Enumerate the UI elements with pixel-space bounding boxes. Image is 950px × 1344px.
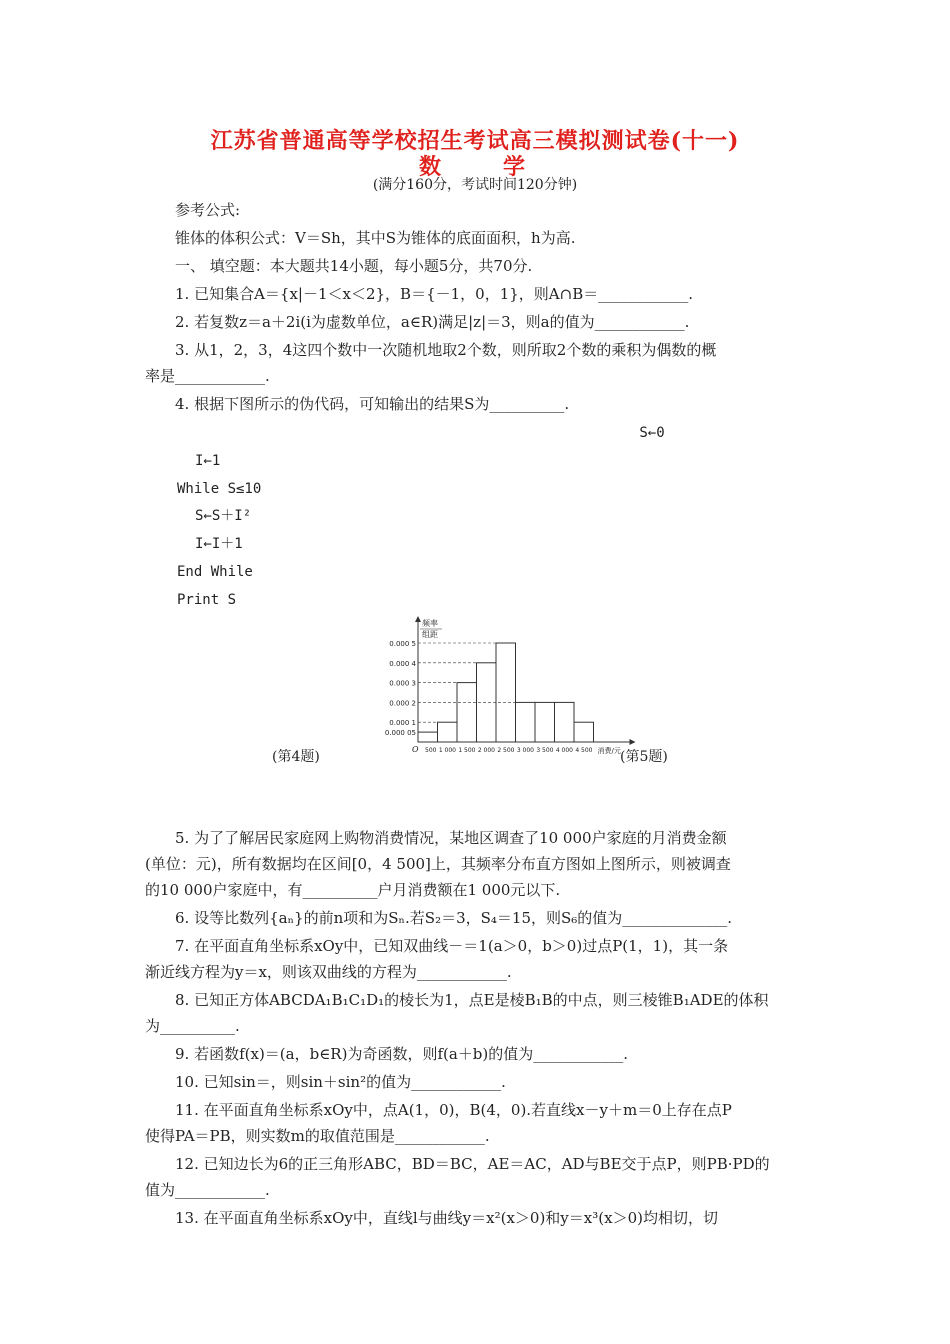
question-5: 5. 为了了解居民家庭网上购物消费情况，某地区调查了10 000户家庭的月消费金额 bbox=[175, 829, 727, 847]
code-line-7: Print S bbox=[177, 592, 237, 608]
x-tick-label: 4 000 bbox=[555, 747, 573, 754]
x-tick-label: 1 500 bbox=[458, 747, 476, 754]
code-line-5: I←I＋1 bbox=[195, 536, 243, 552]
question-4: 4. 根据下图所示的伪代码，可知输出的结果S为__________. bbox=[175, 395, 570, 413]
x-tick-label: 4 500 bbox=[575, 747, 593, 754]
code-line-4: S←S＋I² bbox=[195, 508, 252, 524]
question-1: 1. 已知集合A＝{x|－1＜x＜2}，B＝{－1，0，1}，则A∩B＝____________. bbox=[175, 285, 693, 303]
histogram-bar bbox=[535, 702, 555, 742]
x-axis-label: 消费/元 bbox=[597, 747, 621, 755]
histogram-bar bbox=[457, 683, 477, 742]
question-7-cont: 渐近线方程为y＝x，则该双曲线的方程为____________. bbox=[145, 963, 512, 981]
y-tick-label: 0.000 2 bbox=[389, 699, 416, 708]
code-line-2: I←1 bbox=[195, 453, 221, 469]
question-8-cont: 为__________. bbox=[145, 1017, 240, 1035]
histogram-bar bbox=[418, 732, 438, 742]
question-2: 2. 若复数z＝a＋2i(i为虚数单位，a∈R)满足|z|＝3，则a的值为____________. bbox=[175, 313, 690, 331]
frequency-histogram bbox=[360, 612, 640, 762]
question-11-cont: 使得PA＝PB，则实数m的取值范围是____________. bbox=[145, 1127, 490, 1145]
x-tick-label: 500 bbox=[425, 747, 437, 754]
histogram-bar bbox=[516, 702, 536, 742]
question-12-cont: 值为____________. bbox=[145, 1181, 270, 1199]
x-tick-label: 3 000 bbox=[516, 747, 534, 754]
x-tick-label: 2 500 bbox=[497, 747, 515, 754]
code-line-6: End While bbox=[177, 564, 253, 580]
origin-label: O bbox=[412, 745, 419, 754]
figure-4-label: (第4题) bbox=[272, 749, 320, 765]
question-5-cont1: (单位：元)，所有数据均在区间[0，4 500]上，其频率分布直方图如上图所示，则被调查 bbox=[145, 855, 731, 873]
y-tick-label: 0.000 4 bbox=[389, 659, 416, 668]
question-7: 7. 在平面直角坐标系xOy中，已知双曲线－＝1(a＞0，b＞0)过点P(1，1)，其一条 bbox=[175, 937, 729, 955]
y-tick-label: 0.000 05 bbox=[384, 729, 416, 738]
x-axis-arrow bbox=[630, 739, 636, 745]
exam-subtitle: (满分160分，考试时间120分钟) bbox=[372, 177, 578, 193]
question-13: 13. 在平面直角坐标系xOy中，直线l与曲线y＝x²(x＞0)和y＝x³(x＞0)均相切，切 bbox=[175, 1209, 718, 1227]
question-11: 11. 在平面直角坐标系xOy中，点A(1，0)，B(4，0).若直线x－y＋m＝0上存在点P bbox=[175, 1101, 732, 1119]
y-label-bottom: 组距 bbox=[422, 630, 438, 639]
y-tick-label: 0.000 3 bbox=[389, 679, 416, 688]
question-3-cont: 率是____________. bbox=[145, 367, 270, 385]
subject-title: 数 学 bbox=[418, 154, 531, 180]
x-tick-label: 1 000 bbox=[438, 747, 456, 754]
question-9: 9. 若函数f(x)＝(a，b∈R)为奇函数，则f(a＋b)的值为____________. bbox=[175, 1045, 629, 1063]
question-3: 3. 从1，2，3，4这四个数中一次随机地取2个数，则所取2个数的乘积为偶数的概 bbox=[175, 341, 717, 359]
x-tick-label: 2 000 bbox=[477, 747, 495, 754]
y-tick-label: 0.000 5 bbox=[389, 640, 416, 648]
formula-heading: 参考公式: bbox=[175, 201, 241, 219]
x-tick-label: 3 500 bbox=[536, 747, 554, 754]
histogram-bar bbox=[496, 643, 516, 742]
y-axis-arrow bbox=[415, 616, 421, 622]
figure-5-label: (第5题) bbox=[620, 749, 668, 765]
question-12: 12. 已知边长为6的正三角形ABC，BD＝BC，AE＝AC，AD与BE交于点P，则PB·PD的 bbox=[175, 1155, 770, 1173]
histogram-bar bbox=[438, 722, 458, 742]
question-8: 8. 已知正方体ABCDA₁B₁C₁D₁的棱长为1，点E是棱B₁B的中点，则三棱锥B₁ADE的体积 bbox=[175, 991, 769, 1009]
question-6: 6. 设等比数列{aₙ}的前n项和为Sₙ.若S₂＝3，S₄＝15，则S₆的值为______________. bbox=[175, 909, 733, 927]
y-tick-label: 0.000 1 bbox=[389, 719, 416, 728]
exam-title: 江苏省普通高等学校招生考试高三模拟测试卷(十一) bbox=[210, 128, 740, 154]
question-10: 10. 已知sin＝，则sin＋sin²的值为____________. bbox=[175, 1073, 506, 1091]
section-heading: 一、 填空题：本大题共14小题，每小题5分，共70分. bbox=[175, 257, 533, 275]
histogram-bar bbox=[555, 702, 575, 742]
question-5-cont2: 的10 000户家庭中，有__________户月消费额在1 000元以下. bbox=[145, 881, 561, 899]
formula-text: 锥体的体积公式：V＝Sh，其中S为锥体的底面面积，h为高. bbox=[175, 229, 576, 247]
code-line-3: While S≤10 bbox=[177, 481, 262, 497]
histogram-bar bbox=[574, 722, 594, 742]
y-label-top: 频率 bbox=[422, 619, 438, 628]
code-line-1: S←0 bbox=[639, 425, 665, 441]
